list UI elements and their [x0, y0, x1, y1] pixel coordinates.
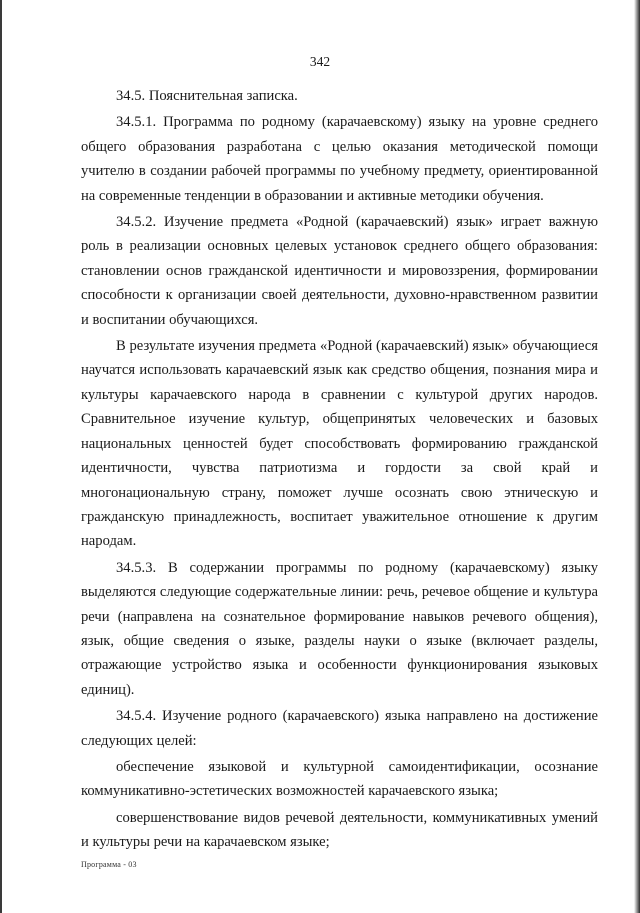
paragraph-34-5-4: 34.5.4. Изучение родного (карачаевского) языка направлено на достижение следующих целей: [81, 708, 598, 749]
paragraph-results: В результате изучения предмета «Родной (карачаевский) язык» обучающиеся научатся использовать карачаевский язык как средство общения, познания мира и культуры карачаевского народа в сравнении с культурой других народов. Сравнительное изучение культур, общепринятых человеческих и базовых национальных ценностей будет способствовать формированию гражданской идентичности, чувства патриотизма и гордости за свой край и многонациональную страну, поможет лучше осознать свою этническую и гражданскую принадлежность, воспитает уважительное отношение к другим народам. [81, 338, 598, 550]
page-number: 342 [309, 54, 331, 69]
scan-edge-right [634, 0, 640, 913]
scan-edge-left [0, 0, 2, 913]
section-heading: 34.5. Пояснительная записка. [116, 88, 298, 104]
goal-item-2: совершенствование видов речевой деятельности, коммуникативных умений и культуры речи на карачаевском языке; [81, 809, 598, 851]
goal-item-1: обеспечение языковой и культурной самоидентификации, осознание коммуникативно-эстетических возможностей карачаевского языка; [81, 758, 598, 800]
paragraph-34-5-1: 34.5.1. Программа по родному (карачаевскому) языку на уровне среднего общего образования разработана с целью оказания методической помощи учителю в создании рабочей программы по учебному предмету, ориентированной на современные тенденции в образовании и активные методики обучения. [81, 114, 598, 204]
document-body [81, 84, 598, 855]
paragraph-34-5-3: 34.5.3. В содержании программы по родному (карачаевскому) языку выделяются следующие содержательные линии: речь, речевое общение и культура речи (направлена на сознательное формирование навыков речевого общения), язык, общие сведения о языке, разделы науки о языке (включает разделы, отражающие устройство языка и особенности функционирования языковых единиц). [81, 559, 598, 698]
paragraph-34-5-2: 34.5.2. Изучение предмета «Родной (карачаевский) язык» играет важную роль в реализации основных целевых установок среднего общего образования: становлении основ гражданской идентичности и мировоззрения, формировании способности к организации своей деятельности, духовно-нравственном развитии и воспитании обучающихся. [81, 214, 598, 328]
footer-label: Программа - 03 [81, 860, 137, 869]
